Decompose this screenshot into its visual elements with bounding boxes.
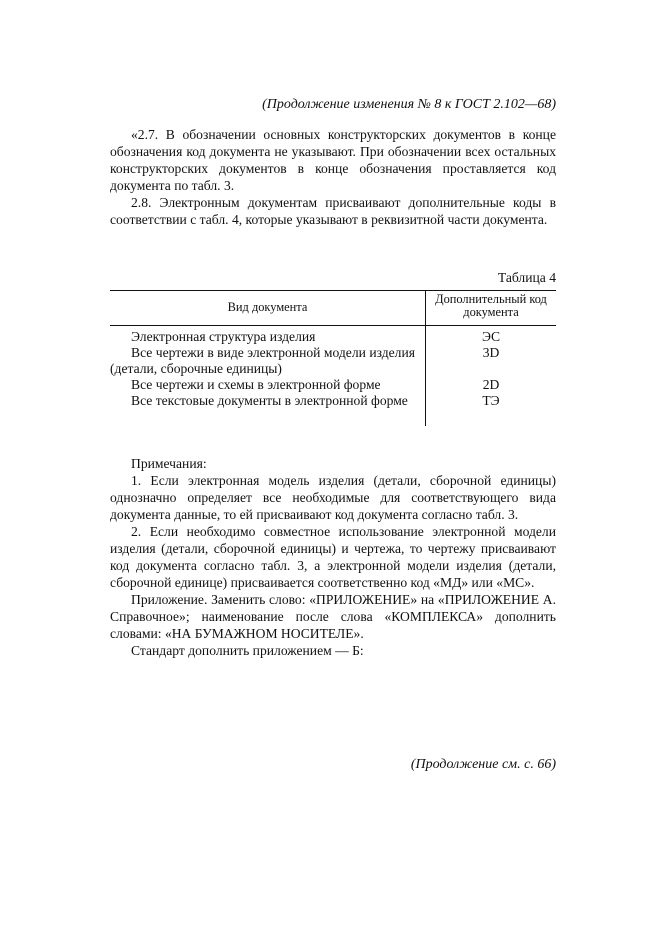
clause-2-7 [110,126,556,194]
table-caption: Таблица 4 [497,270,556,285]
table-header-rule [110,325,556,326]
table-cell-document-type: Все чертежи и схемы в электронной форме [131,377,381,392]
table-header-code: Дополнительный код документа [435,292,547,319]
table-top-rule [110,290,556,291]
running-header: (Продолжение изменения № 8 к ГОСТ 2.102—68) [262,97,556,112]
table-header-document-type: Вид документа [227,300,308,314]
table-body [110,329,556,409]
table-row [110,377,556,393]
notes-section [110,455,556,659]
table-cell-code: 3D [482,345,500,360]
table-cell-code: ТЭ [482,393,500,408]
table-cell-document-type: Все чертежи в виде электронной модели изделия (детали, сборочные единицы) [110,345,415,376]
table-row [110,345,556,377]
table-row [110,393,556,409]
table-cell-document-type: Электронная структура изделия [131,329,316,344]
continuation-note: (Продолжение см. с. 66) [410,757,556,772]
notes-heading: Примечания: [131,456,207,471]
table-row [110,329,556,345]
appendix-change: Приложение. Заменить слово: «ПРИЛОЖЕНИЕ» на «ПРИЛОЖЕНИЕ А. Справочное»; наименование после слова «КОМПЛЕКСА» дополнить словами: «НА БУМАЖНОМ НОСИТЕЛЕ». [110,592,556,641]
table-cell-code: ЭС [481,329,501,344]
note-2: 2. Если необходимо совместное использование электронной модели изделия (детали, сборочной единицы) и чертежа, то чертежу присваивают код документа согласно табл. 3, а электронной модели изделия (детали, сборочной единице) присваивается соответственно код «МД» или «МС». [110,524,556,590]
clause-2-7-text: «2.7. В обозначении основных конструкторских документов в конце обозначения код документа не указывают. При обозначении всех остальных конструкторских документов в конце обозначения проставляется код документа по табл. 3. [110,127,556,193]
clause-2-8 [110,194,556,228]
clause-2-8-text: 2.8. Электронным документам присваивают дополнительные коды в соответствии с табл. 4, которые указывают в реквизитной части документа. [110,195,556,227]
table-cell-document-type: Все текстовые документы в электронной форме [131,393,408,408]
table-cell-code: 2D [482,377,500,392]
note-1: 1. Если электронная модель изделия (детали, сборочной единицы) однозначно определяет все необходимые для соответствующего вида документа данные, то ей присваивают код документа согласно табл. 3. [110,473,556,522]
table-4 [110,290,556,426]
addendum-line: Стандарт дополнить приложением — Б: [131,643,364,658]
